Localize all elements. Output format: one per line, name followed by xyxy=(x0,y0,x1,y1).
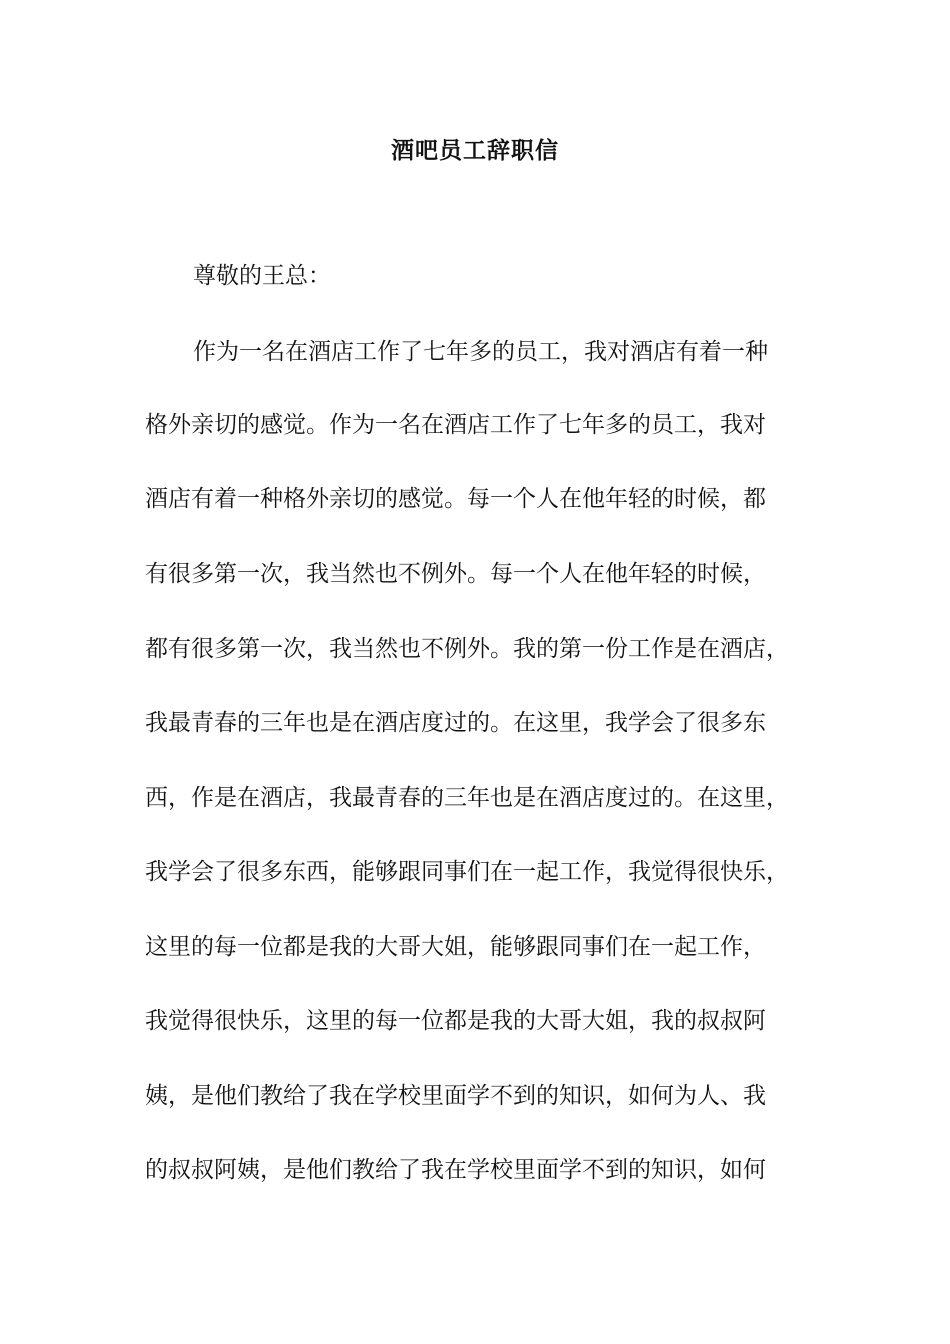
body-line: 作为一名在酒店工作了七年多的员工，我对酒店有着一种 xyxy=(193,339,768,365)
body-line: 酒店有着一种格外亲切的感觉。每一个人在他年轻的时候，都 xyxy=(145,486,766,512)
body-line: 这里的每一位都是我的大哥大姐，能够跟同事们在一起工作， xyxy=(145,934,766,960)
body-line: 格外亲切的感觉。作为一名在酒店工作了七年多的员工，我对 xyxy=(145,412,766,438)
body-line: 都有很多第一次，我当然也不例外。我的第一份工作是在酒店， xyxy=(145,636,789,662)
body-line: 我最青春的三年也是在酒店度过的。在这里，我学会了很多东 xyxy=(145,710,766,736)
document-title: 酒吧员工辞职信 xyxy=(391,137,559,164)
body-line: 的叔叔阿姨，是他们教给了我在学校里面学不到的知识，如何 xyxy=(145,1157,766,1183)
body-line: 我学会了很多东西，能够跟同事们在一起工作，我觉得很快乐， xyxy=(145,859,789,885)
salutation: 尊敬的王总： xyxy=(193,263,331,289)
body-line: 我觉得很快乐，这里的每一位都是我的大哥大姐，我的叔叔阿 xyxy=(145,1008,766,1034)
body-line: 姨，是他们教给了我在学校里面学不到的知识，如何为人、我 xyxy=(145,1083,766,1109)
body-line: 有很多第一次，我当然也不例外。每一个人在他年轻的时候， xyxy=(145,561,766,587)
body-line: 西，作是在酒店，我最青春的三年也是在酒店度过的。在这里， xyxy=(145,785,789,811)
